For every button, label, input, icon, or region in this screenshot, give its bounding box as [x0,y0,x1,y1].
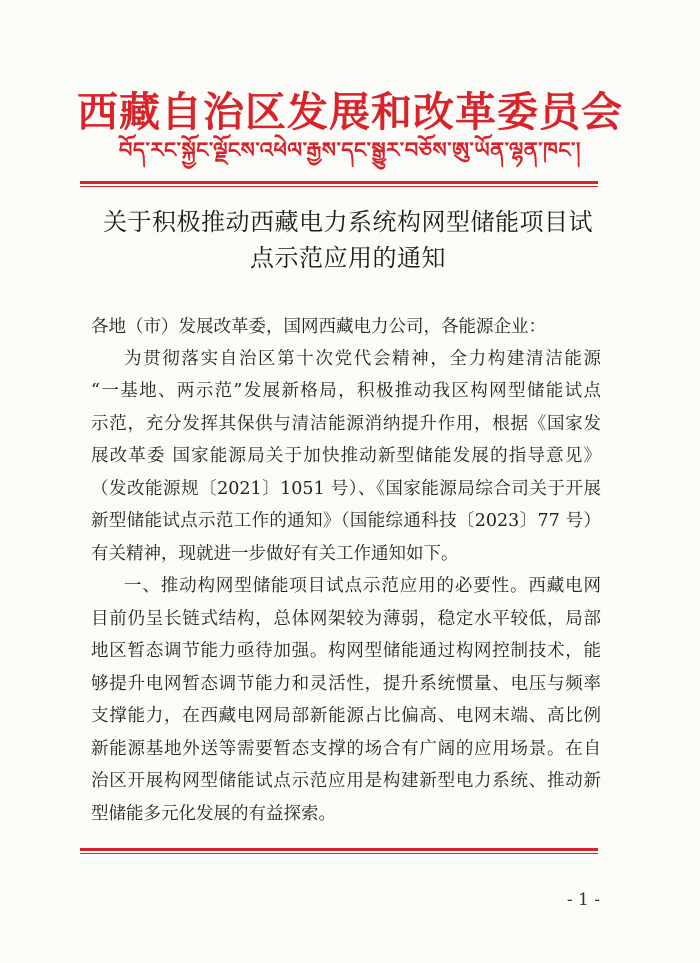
body-line: 有关精神，现就进一步做好有关工作通知如下。 [91,544,459,564]
body-line: 新能源基地外送等需要暂态支撑的场合有广阔的应用场景。在自 [91,739,601,759]
salutation: 各地（市）发展改革委，国网西藏电力公司，各能源企业： [91,317,546,337]
section-heading-line: 一、推动构网型储能项目试点示范应用的必要性。西藏电网 [124,576,601,596]
body-line: 治区开展构网型储能试点示范应用是构建新型电力系统、推动新 [91,771,601,791]
body-line: （发改能源规〔2021〕1051 号）、《国家能源局综合司关于开展 [91,479,601,499]
body-line: 目前仍呈长链式结构，总体网架较为薄弱，稳定水平较低，局部 [91,609,601,629]
issuing-organization-name-tibetan: བོད་རང་སྐྱོང་ལྗོངས་འཕེལ་རྒྱས་དང་སྒྱུར་བཅོས་ཨུ་ཡོན་ལྷན་ཁང་། [118,138,582,162]
document-title-line-1: 关于积极推动西藏电力系统构网型储能项目试 [103,208,593,236]
body-line: 型储能多元化发展的有益探索。 [91,804,336,824]
body-line: 够提升电网暂态调节能力和灵活性，提升系统惯量、电压与频率 [91,674,601,694]
body-line: 示范，充分发挥其保供与清洁能源消纳提升作用，根据《国家发 [91,414,601,434]
body-line: 展改革委 国家能源局关于加快推动新型储能发展的指导意见》 [91,446,601,466]
body-line: 地区暂态调节能力亟待加强。构网型储能通过构网控制技术，能 [91,641,601,661]
header-red-rule-thick [80,181,598,184]
header-red-rule-thin [80,186,598,187]
page-number: - 1 - [566,890,600,910]
footer-red-rule-thick [80,848,598,851]
body-line: “一基地、两示范”发展新格局，积极推动我区构网型储能试点 [91,381,601,401]
footer-red-rule-thin [80,853,598,854]
body-line: 支撑能力，在西藏电网局部新能源占比偏高、电网末端、高比例 [91,706,601,726]
document-title-line-2: 点示范应用的通知 [250,244,446,272]
document-title [88,204,608,276]
issuing-organization-name: 西藏自治区发展和改革委员会 [77,88,623,136]
body-line: 新型储能试点示范工作的通知》（国能综通科技〔2023〕77 号） [91,511,601,531]
body-line: 为贯彻落实自治区第十次党代会精神，全力构建清洁能源 [124,349,601,369]
